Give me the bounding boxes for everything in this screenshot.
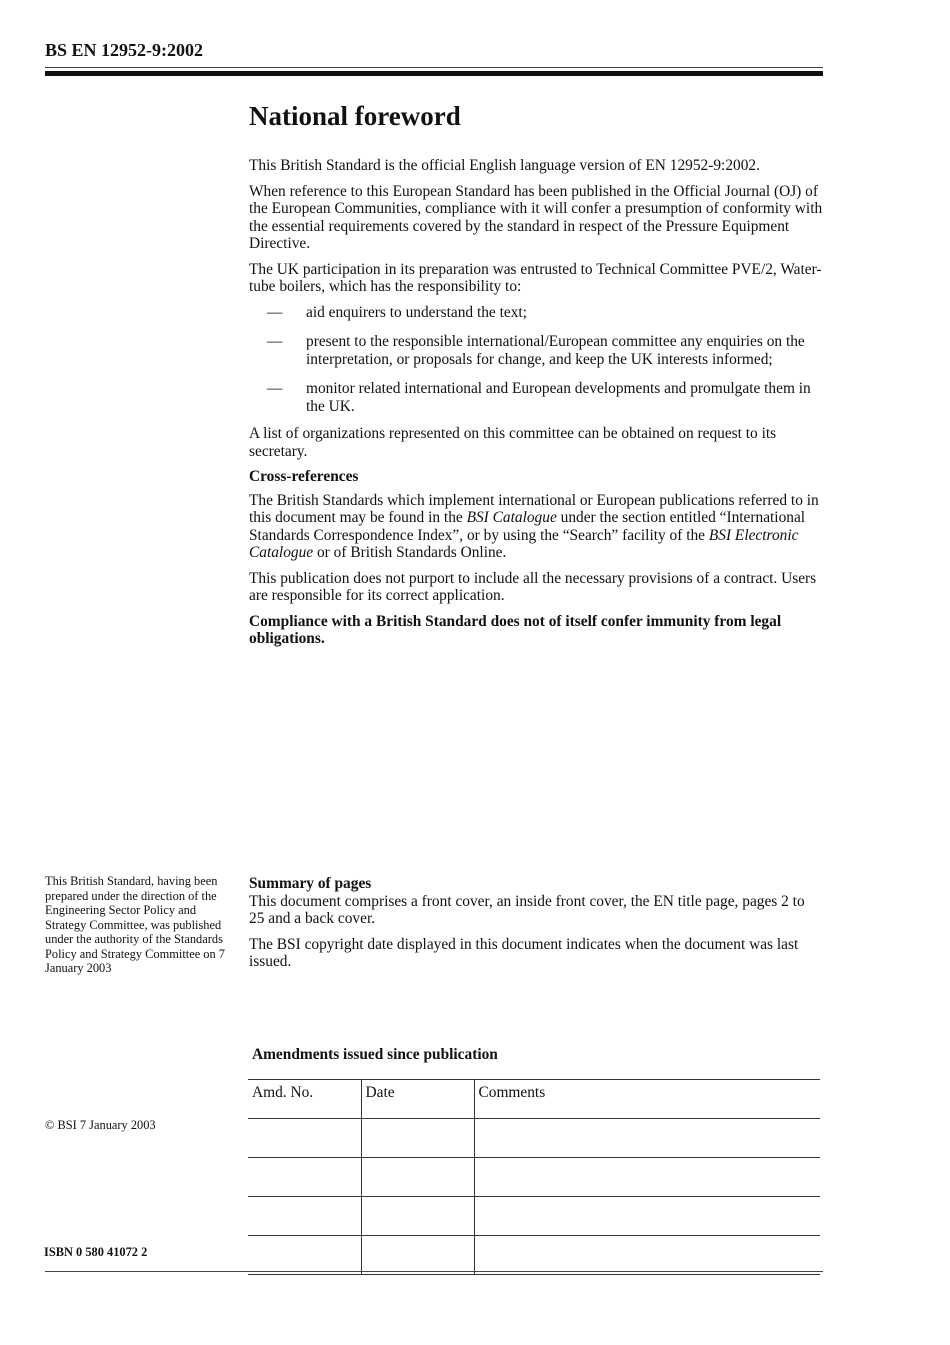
amendments-table	[248, 1079, 820, 1275]
summary-of-pages	[249, 875, 823, 979]
amendments-title: Amendments issued since publication	[252, 1046, 498, 1063]
paragraph-provisions: This publication does not purport to include all the necessary provisions of a contract. Users are responsible for its correct application.	[249, 569, 817, 604]
dash-bullet: —	[267, 380, 283, 397]
foreword-body	[249, 157, 823, 656]
header-comments: Comments	[474, 1080, 820, 1119]
table-cell	[361, 1158, 474, 1197]
paragraph-uk-participation: The UK participation in its preparation was entrusted to Technical Committee PVE/2, Water-tube boilers, which has the responsibility to:	[249, 260, 822, 295]
crossref-text: or of British Standards Online.	[313, 544, 507, 561]
bsi-electronic-catalogue-title: BSI Electronic Catalogue	[249, 526, 799, 561]
header-rule-thin	[45, 67, 823, 68]
table-row	[248, 1236, 820, 1275]
table-row	[248, 1197, 820, 1236]
publication-authority-note: This British Standard, having been prepared under the direction of the Engineering Sector Policy and Strategy Committee, was published under the authority of the Standards Policy and Strategy Committee on 7 January 2003	[45, 874, 225, 975]
list-item	[249, 304, 823, 322]
header-rule-thick	[45, 71, 823, 76]
table-cell	[248, 1158, 361, 1197]
heading-cross-references: Cross-references	[249, 468, 359, 485]
paragraph-compliance-notice: Compliance with a British Standard does not of itself confer immunity from legal obligations.	[249, 612, 782, 647]
footer-rule	[45, 1271, 823, 1272]
table-cell	[474, 1236, 820, 1275]
document-id: BS EN 12952-9:2002	[45, 40, 204, 60]
table-cell	[474, 1158, 820, 1197]
list-item	[249, 333, 823, 368]
table-row	[248, 1119, 820, 1158]
summary-heading: Summary of pages	[249, 875, 372, 892]
list-item-text: monitor related international and European developments and promulgate them in the UK.	[306, 380, 811, 415]
table-cell	[474, 1119, 820, 1158]
table-cell	[361, 1197, 474, 1236]
table-cell	[248, 1197, 361, 1236]
bsi-catalogue-title: BSI Catalogue	[466, 509, 557, 526]
copyright-notice: © BSI 7 January 2003	[45, 1118, 156, 1132]
table-cell	[361, 1119, 474, 1158]
isbn: ISBN 0 580 41072 2	[44, 1245, 148, 1259]
paragraph-cross-references	[249, 492, 823, 562]
table-cell	[248, 1236, 361, 1275]
paragraph-oj-reference: When reference to this European Standard has been published in the Official Journal (OJ) of the European Communities, compliance with it will confer a presumption of conformity with the essential requirements covered by the standard in respect of the Pressure Equipment Directive.	[249, 182, 823, 252]
dash-bullet: —	[267, 333, 283, 350]
table-cell	[248, 1119, 361, 1158]
list-item	[249, 380, 823, 415]
header-date: Date	[361, 1080, 474, 1119]
table-row	[248, 1158, 820, 1197]
list-item-text: aid enquirers to understand the text;	[306, 303, 527, 321]
header-amd-no: Amd. No.	[248, 1080, 361, 1119]
summary-paragraph: This document comprises a front cover, an inside front cover, the EN title page, pages 2 to 25 and a back cover.	[249, 892, 805, 927]
responsibility-list	[249, 304, 823, 416]
list-item-text: present to the responsible international/European committee any enquiries on the interpretation, or proposals for change, and keep the UK interests informed;	[306, 333, 805, 368]
summary-paragraph: The BSI copyright date displayed in this document indicates when the document was last issued.	[249, 935, 799, 970]
paragraph-official-version: This British Standard is the official English language version of EN 12952-9:2002.	[249, 157, 760, 174]
table-cell	[474, 1197, 820, 1236]
page-title: National foreword	[249, 101, 461, 131]
table-cell	[361, 1236, 474, 1275]
dash-bullet: —	[267, 303, 283, 321]
crossref-text: The British Standards which implement international or European publications referred to in this document may be found in the	[249, 491, 819, 526]
table-header-row	[248, 1080, 820, 1119]
paragraph-committee-list: A list of organizations represented on this committee can be obtained on request to its secretary.	[249, 425, 777, 460]
crossref-text: under the section entitled “International Standards Correspondence Index”, or by using the “Search” facility of the	[249, 509, 806, 544]
